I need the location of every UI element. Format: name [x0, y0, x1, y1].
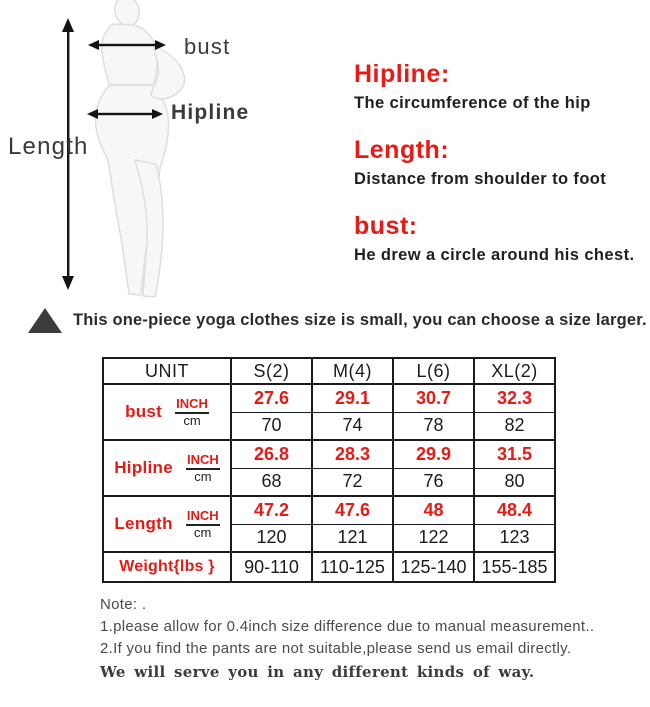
bust-arrow-line — [96, 44, 158, 46]
size-notice-text: This one-piece yoga clothes size is small, you can choose a size larger. — [73, 311, 647, 329]
length-cm-xl: 123 — [474, 524, 555, 552]
measurement-diagram — [0, 0, 330, 310]
row-label-text: bust — [125, 402, 163, 421]
definition-term: Hipline: — [354, 60, 450, 88]
header-size-s: S(2) — [231, 358, 312, 384]
length-inch-l: 48 — [393, 496, 474, 524]
bust-inch-m: 29.1 — [312, 384, 393, 412]
bust-cm-m: 74 — [312, 412, 393, 440]
definition-length — [354, 136, 646, 189]
definition-hipline — [354, 60, 646, 113]
unit-cm-label: cm — [194, 524, 212, 540]
unit-inch-label: INCH — [186, 509, 220, 526]
row-label-text: Length — [114, 514, 173, 533]
warning-triangle-icon — [28, 308, 62, 333]
size-chart-table — [102, 357, 556, 583]
bust-inch-l: 30.7 — [393, 384, 474, 412]
diagram-length-label: Length — [8, 133, 89, 160]
unit-cm-label: cm — [194, 468, 212, 484]
definition-term: bust: — [354, 212, 418, 240]
bust-cm-xl: 82 — [474, 412, 555, 440]
hipline-cm-xl: 80 — [474, 468, 555, 496]
table-header-row — [103, 358, 555, 384]
bust-inch-s: 27.6 — [231, 384, 312, 412]
length-inch-s: 47.2 — [231, 496, 312, 524]
hipline-arrow-line — [95, 113, 155, 115]
bust-cm-l: 78 — [393, 412, 474, 440]
hipline-inch-xl: 31.5 — [474, 440, 555, 468]
size-notice — [28, 308, 647, 333]
hipline-cm-s: 68 — [231, 468, 312, 496]
header-size-xl: XL(2) — [474, 358, 555, 384]
bust-inch-xl: 32.3 — [474, 384, 555, 412]
row-label-text: Hipline — [114, 458, 173, 477]
hipline-inch-m: 28.3 — [312, 440, 393, 468]
header-unit: UNIT — [103, 358, 231, 384]
header-size-m: M(4) — [312, 358, 393, 384]
hipline-inch-s: 26.8 — [231, 440, 312, 468]
weight-m: 110-125 — [312, 552, 393, 582]
row-label-bust — [103, 384, 231, 440]
note-line-1: 1.please allow for 0.4inch size difference due to manual measurement.. — [100, 618, 595, 635]
unit-cm-label: cm — [183, 412, 201, 428]
definition-description: The circumference of the hip — [354, 94, 591, 112]
diagram-bust-label: bust — [184, 34, 231, 59]
diagram-hipline-label: Hipline — [171, 101, 250, 124]
table-row-hipline-inch — [103, 440, 555, 468]
bust-cm-s: 70 — [231, 412, 312, 440]
definition-bust — [354, 212, 646, 265]
measurement-definitions — [354, 60, 646, 288]
header-size-l: L(6) — [393, 358, 474, 384]
note-title: Note: . — [100, 596, 147, 613]
length-arrow-head-top — [62, 18, 74, 32]
unit-fraction — [186, 509, 220, 539]
definition-description: He drew a circle around his chest. — [354, 246, 635, 264]
length-cm-l: 122 — [393, 524, 474, 552]
note-closing: We will serve you in any different kinds of way. — [100, 663, 535, 681]
unit-inch-label: INCH — [175, 397, 209, 414]
definition-term: Length: — [354, 136, 450, 164]
notes-section — [100, 594, 640, 684]
table-row-weight — [103, 552, 555, 582]
definition-description: Distance from shoulder to foot — [354, 170, 607, 188]
weight-xl: 155-185 — [474, 552, 555, 582]
weight-s: 90-110 — [231, 552, 312, 582]
row-label-weight: Weight{lbs } — [103, 552, 231, 582]
table-row-bust-inch — [103, 384, 555, 412]
hipline-cm-l: 76 — [393, 468, 474, 496]
note-line-2: 2.If you find the pants are not suitable,please send us email directly. — [100, 640, 572, 657]
length-inch-m: 47.6 — [312, 496, 393, 524]
row-label-length — [103, 496, 231, 552]
hipline-inch-l: 29.9 — [393, 440, 474, 468]
hipline-cm-m: 72 — [312, 468, 393, 496]
row-label-hipline — [103, 440, 231, 496]
unit-fraction — [186, 453, 220, 483]
length-arrow-head-bottom — [62, 276, 74, 290]
length-cm-m: 121 — [312, 524, 393, 552]
bust-arrow-head-left — [88, 40, 99, 50]
unit-fraction — [175, 397, 209, 427]
hipline-arrow-head-left — [87, 109, 98, 119]
length-cm-s: 120 — [231, 524, 312, 552]
weight-l: 125-140 — [393, 552, 474, 582]
table-row-length-inch — [103, 496, 555, 524]
length-inch-xl: 48.4 — [474, 496, 555, 524]
unit-inch-label: INCH — [186, 453, 220, 470]
